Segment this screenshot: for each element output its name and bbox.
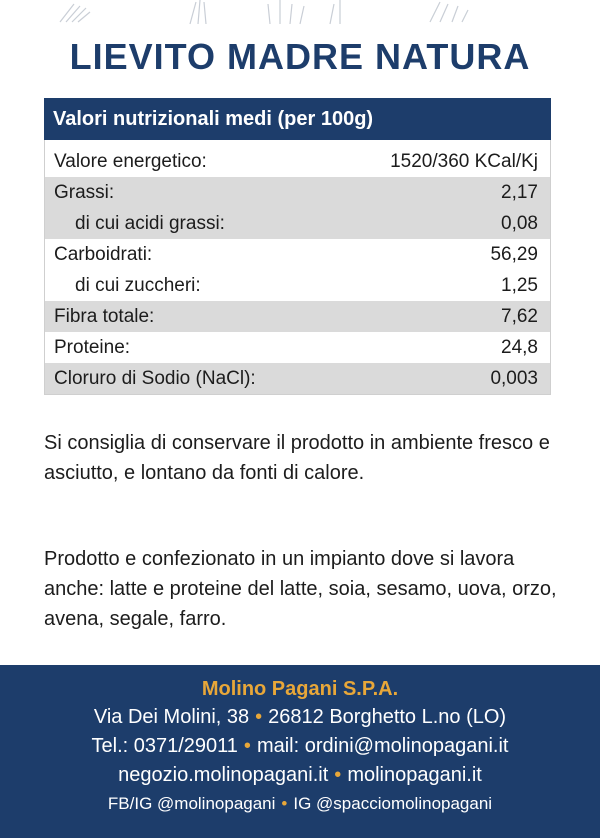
row-value: 1,25 bbox=[501, 274, 538, 296]
row-value: 24,8 bbox=[501, 336, 538, 358]
nutrition-group-fiber bbox=[45, 301, 550, 332]
table-row bbox=[54, 239, 538, 270]
table-row bbox=[54, 332, 538, 363]
row-value: 56,29 bbox=[490, 243, 538, 265]
company-footer bbox=[0, 665, 600, 838]
wheat-decoration bbox=[0, 0, 600, 26]
website-line bbox=[0, 761, 600, 790]
website-link[interactable]: molinopagani.it bbox=[347, 764, 482, 786]
table-row bbox=[54, 301, 538, 332]
nutrition-group-salt bbox=[45, 363, 550, 394]
table-row bbox=[54, 146, 538, 177]
separator-dot: • bbox=[334, 764, 342, 786]
row-label: Cloruro di Sodio (NaCl): bbox=[54, 367, 256, 389]
row-value: 0,08 bbox=[501, 212, 538, 234]
social-handle-shop[interactable]: IG @spacciomolinopagani bbox=[293, 794, 493, 813]
storage-instructions: Si consiglia di conservare il prodotto in ambiente fresco e asciutto, e lontano da fonti di calore. bbox=[44, 432, 550, 484]
table-row bbox=[54, 208, 538, 239]
nutrition-body bbox=[44, 140, 551, 395]
separator-dot: • bbox=[255, 706, 263, 728]
nutrition-header: Valori nutrizionali medi (per 100g) bbox=[44, 98, 551, 140]
row-label: di cui acidi grassi: bbox=[75, 212, 225, 234]
row-label: Valore energetico: bbox=[54, 150, 207, 172]
table-row bbox=[54, 177, 538, 208]
row-label: Proteine: bbox=[54, 336, 131, 358]
nutrition-group-energy bbox=[45, 146, 550, 177]
row-label: Carboidrati: bbox=[54, 243, 153, 265]
table-row bbox=[54, 270, 538, 301]
address-line bbox=[0, 703, 600, 732]
separator-dot: • bbox=[281, 794, 288, 813]
table-row bbox=[54, 363, 538, 394]
allergen-notice: Prodotto e confezionato in un impianto dove si lavora anche: latte e proteine del latte, soia, sesamo, uova, orzo, avena, segale, farro. bbox=[44, 548, 557, 630]
row-value: 2,17 bbox=[501, 181, 538, 203]
separator-dot: • bbox=[243, 735, 251, 757]
address-city: 26812 Borghetto L.no (LO) bbox=[268, 706, 507, 728]
phone-text: Tel.: 0371/29011 bbox=[91, 735, 238, 757]
shop-website-link[interactable]: negozio.molinopagani.it bbox=[118, 764, 329, 786]
social-line bbox=[0, 790, 600, 818]
row-value: 0,003 bbox=[490, 367, 538, 389]
address-street: Via Dei Molini, 38 bbox=[93, 706, 250, 728]
email-link[interactable]: mail: ordini@molinopagani.it bbox=[256, 735, 509, 757]
nutrition-group-protein bbox=[45, 332, 550, 363]
row-label: Fibra totale: bbox=[54, 305, 155, 327]
row-label: Grassi: bbox=[54, 181, 115, 203]
company-name: Molino Pagani S.P.A. bbox=[201, 678, 399, 700]
row-label: di cui zuccheri: bbox=[75, 274, 201, 296]
contact-line bbox=[0, 732, 600, 761]
nutrition-group-carbs bbox=[45, 239, 550, 301]
social-handle-main[interactable]: FB/IG @molinopagani bbox=[107, 794, 276, 813]
row-value: 1520/360 KCal/Kj bbox=[390, 150, 538, 172]
row-value: 7,62 bbox=[501, 305, 538, 327]
nutrition-table bbox=[44, 98, 551, 395]
nutrition-group-fats bbox=[45, 177, 550, 239]
product-title: LIEVITO MADRE NATURA bbox=[69, 36, 531, 77]
